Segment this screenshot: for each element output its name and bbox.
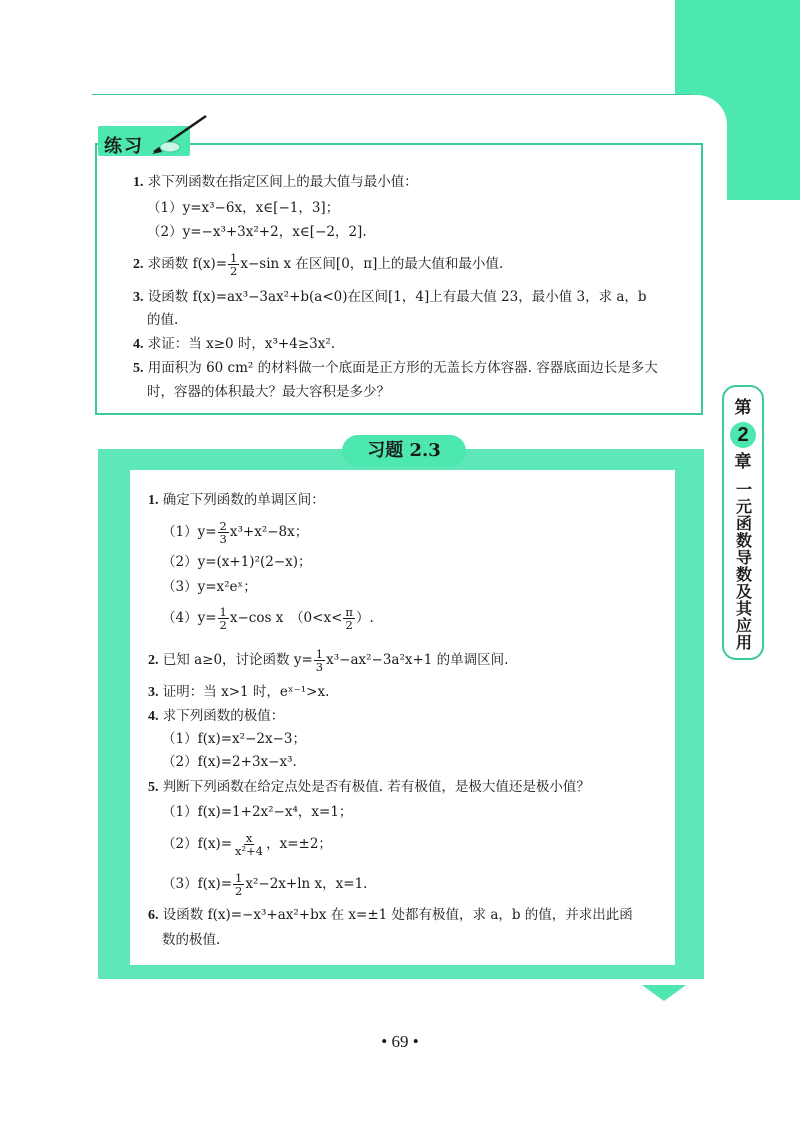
practice-item-1-2: （2）y=−x³+3x²+2，x∈[−2，2]. <box>147 224 367 240</box>
chapter-label-top: 第 <box>734 398 752 418</box>
chapter-label-bottom: 章 <box>734 452 752 472</box>
exercise-title: 习题 2.3 <box>367 440 441 461</box>
exercise-item-5-2: （2）f(x)= $\frac{x}{\text{x²+4}}$ ，x=±2； <box>162 831 332 858</box>
chapter-side-tab <box>722 385 764 660</box>
practice-item-1: 1. 求下列函数在指定区间上的最大值与最小值： <box>133 174 418 190</box>
practice-item-5: 5. 用面积为 60 cm² 的材料做一个底面是正方形的无盖长方体容器. 容器底面边长是多大 <box>133 360 658 376</box>
practice-item-5-cont: 时，容器的体积最大？最大容积是多少？ <box>147 384 390 400</box>
practice-item-3-cont: 的值. <box>147 312 179 328</box>
exercise-item-1: 1. 确定下列函数的单调区间： <box>148 492 325 508</box>
chapter-number: 2 <box>730 422 756 448</box>
fraction: $\frac{1}{2}$ <box>235 871 243 898</box>
decorative-triangle <box>642 985 686 1001</box>
practice-title: 练习 <box>104 136 144 157</box>
exercise-item-5: 5. 判断下列函数在给定点处是否有极值. 若有极值，是极大值还是极小值？ <box>148 779 590 795</box>
exercise-item-4-1: （1）f(x)=x²−2x−3； <box>162 731 306 747</box>
exercise-item-3: 3. 证明：当 x>1 时，eˣ⁻¹>x. <box>148 684 330 700</box>
fraction: $\frac{2}{3}$ <box>219 519 227 546</box>
exercise-item-1-3: （3）y=x²eˣ； <box>162 579 257 595</box>
page-number: • 69 • <box>381 1032 419 1051</box>
exercise-item-5-3: （3）f(x)= $\frac{1}{2}$ x²−2x+ln x，x=1. <box>162 871 368 898</box>
exercise-item-4-2: （2）f(x)=2+3x−x³. <box>162 754 297 770</box>
chapter-title: 一元函数导数及其应用 <box>733 481 753 651</box>
practice-item-2: 2. 求函数 f(x)= $\frac{1}{2}$ x−sin x 在区间[0，π]上的最大值和最小值. <box>133 251 504 278</box>
fraction: $\frac{x}{\text{x²+4}}$ <box>235 831 264 858</box>
exercise-item-6: 6. 设函数 f(x)=−x³+ax²+bx 在 x=±1 处都有极值，求 a，b 的值，并求出此函 <box>148 907 633 923</box>
exercise-item-2: 2. 已知 a≥0，讨论函数 y= $\frac{1}{3}$ x³−ax²−3a²x+1 的单调区间. <box>148 647 509 674</box>
exercise-item-5-1: （1）f(x)=1+2x²−x⁴，x=1； <box>162 804 353 820</box>
practice-item-3: 3. 设函数 f(x)=ax³−3ax²+b(a<0)在区间[1，4]上有最大值 23，最小值 3，求 a，b <box>133 289 647 305</box>
practice-item-4: 4. 求证：当 x≥0 时，x³+4≥3x². <box>133 336 336 352</box>
fraction: $\frac{1}{3}$ <box>315 647 324 674</box>
exercise-item-6-cont: 数的极值. <box>162 932 221 948</box>
exercise-item-1-2: （2）y=(x+1)²(2−x)； <box>162 554 312 570</box>
fraction: $\frac{1}{2}$ <box>219 605 227 632</box>
exercise-item-4: 4. 求下列函数的极值： <box>148 708 285 724</box>
practice-item-1-1: （1）y=x³−6x，x∈[−1，3]； <box>147 200 340 216</box>
fraction: $\frac{\pi}{2}$ <box>345 605 353 632</box>
exercise-item-1-4: （4）y= $\frac{1}{2}$ x−cos x （0<x< $\frac{\pi}{2}$ ）. <box>162 605 374 632</box>
exercise-item-1-1: （1）y= $\frac{2}{3}$ x³+x²−8x； <box>162 519 309 546</box>
pen-icon <box>148 112 210 160</box>
fraction: $\frac{1}{2}$ <box>230 251 238 278</box>
